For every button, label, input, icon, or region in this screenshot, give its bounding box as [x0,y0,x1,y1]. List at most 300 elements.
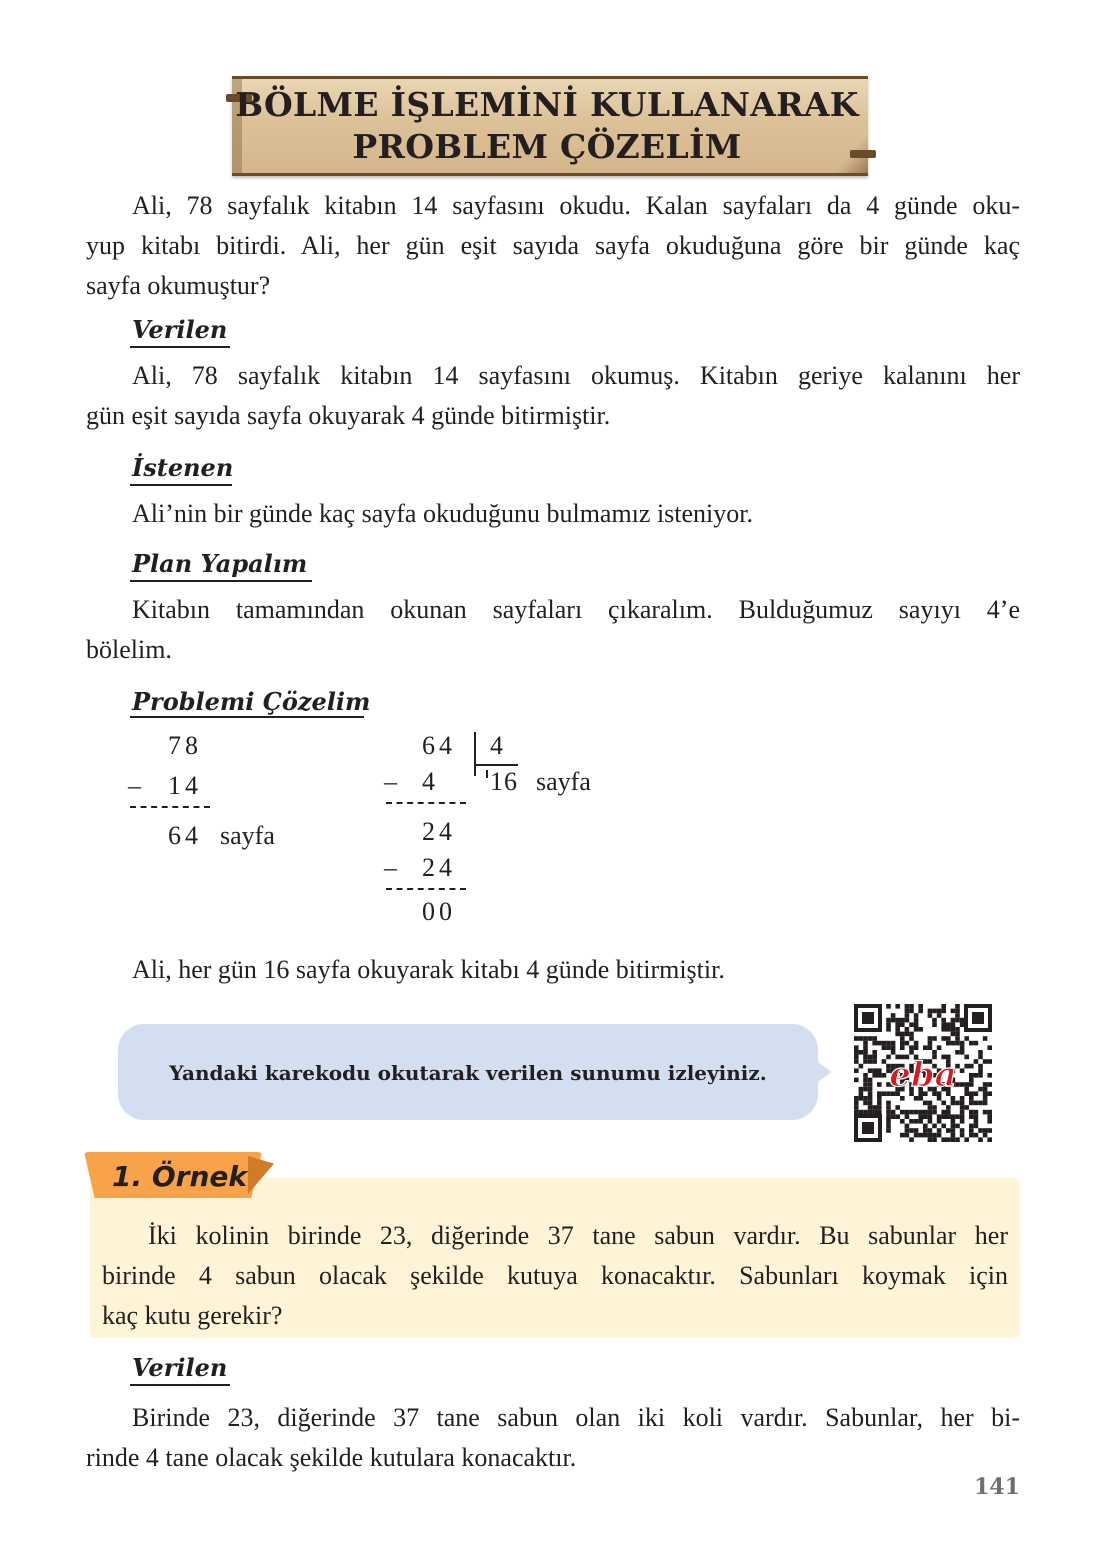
qr-module [955,1004,960,1009]
qr-module [854,1050,859,1055]
qr-module [863,1045,868,1050]
qr-module [983,1110,988,1115]
qr-module [964,1055,969,1060]
qr-module [960,1133,965,1138]
qr-module [854,1059,859,1064]
qr-module [868,1101,873,1106]
qr-module [863,1050,868,1055]
qr-module [955,1137,960,1142]
qr-module [983,1087,988,1092]
plan-paragraph [86,590,1020,670]
division-quotient: 16 [490,767,518,796]
qr-module [969,1096,974,1101]
qr-module [854,1078,859,1083]
qr-module [868,1087,873,1092]
division-dividend: 64 [422,731,456,760]
qr-module [905,1009,910,1014]
qr-module [891,1110,896,1115]
qr-module [872,1050,877,1055]
qr-module [854,1055,859,1060]
qr-module [941,1027,946,1032]
qr-module [987,1119,992,1124]
qr-module [969,1114,974,1119]
qr-module [978,1137,983,1142]
qr-module [914,1110,919,1115]
qr-module [863,1101,868,1106]
qr-info-text: Yandaki karekodu okutarak verilen sunumu izleyiniz. [169,1061,767,1085]
qr-module [932,1009,937,1014]
qr-module [909,1036,914,1041]
qr-module [877,1101,882,1106]
qr-module [960,1119,965,1124]
qr-module [891,1114,896,1119]
qr-module [941,1018,946,1023]
qr-module [909,1032,914,1037]
qr-module [863,1059,868,1064]
qr-module [960,1128,965,1133]
qr-module [877,1068,882,1073]
qr-module [983,1059,988,1064]
qr-module [974,1119,979,1124]
qr-module [909,1050,914,1055]
qr-module [978,1101,983,1106]
qr-module [987,1059,992,1064]
qr-module [895,1105,900,1110]
qr-module [928,1101,933,1106]
qr-module [914,1045,919,1050]
qr-module [895,1004,900,1009]
qr-module [882,1041,887,1046]
qr-module [905,1124,910,1129]
qr-module [886,1124,891,1129]
qr-module [960,1082,965,1087]
qr-module [882,1073,887,1078]
subtraction-minus-sign: – [128,771,145,800]
qr-module [960,1045,965,1050]
qr-module [905,1004,910,1009]
qr-module [854,1101,859,1106]
qr-module [923,1133,928,1138]
qr-module [914,1027,919,1032]
qr-module [960,1050,965,1055]
qr-module [872,1059,877,1064]
qr-module [955,1050,960,1055]
qr-module [987,1073,992,1078]
example-label: 1. Örnek [112,1160,248,1193]
qr-module [909,1128,914,1133]
qr-module [895,1027,900,1032]
qr-module [937,1045,942,1050]
qr-module [955,1114,960,1119]
solve-underline [130,716,364,718]
qr-module [964,1087,969,1092]
qr-module [886,1041,891,1046]
qr-module [882,1091,887,1096]
qr-module [914,1022,919,1027]
qr-module [974,1041,979,1046]
qr-module [863,1082,868,1087]
qr-module [969,1133,974,1138]
qr-module [928,1128,933,1133]
conclusion-line: Ali, her gün 16 sayfa okuyarak kitabı 4 günde bitirmiştir. [132,955,725,984]
qr-module [868,1105,873,1110]
qr-module [964,1091,969,1096]
qr-module [900,1041,905,1046]
qr-module [928,1013,933,1018]
qr-module [937,1114,942,1119]
qr-module [863,1041,868,1046]
verilen-underline [130,346,230,348]
qr-module [932,1110,937,1115]
qr-module [983,1091,988,1096]
qr-module [886,1105,891,1110]
qr-module [932,1050,937,1055]
qr-module [951,1119,956,1124]
qr-module [955,1013,960,1018]
subtraction-line [130,806,210,808]
qr-module [868,1110,873,1115]
qr-module [882,1059,887,1064]
qr-module [946,1137,951,1142]
qr-module [951,1018,956,1023]
qr-module [914,1041,919,1046]
qr-module [923,1110,928,1115]
subtraction-subtrahend: 14 [168,771,202,800]
qr-module [955,1009,960,1014]
example-line-2: birinde 4 sabun olacak şekilde kutuya konacaktır. Sabunları koymak için [102,1261,1008,1290]
qr-module [983,1082,988,1087]
qr-module [914,1119,919,1124]
qr-module [918,1114,923,1119]
qr-module [905,1114,910,1119]
problem-line-1: Ali, 78 sayfalık kitabın 14 sayfasını okudu. Kalan sayfaları da 4 günde oku- [132,191,1020,220]
qr-module [918,1110,923,1115]
qr-module [946,1041,951,1046]
qr-module [863,1055,868,1060]
qr-module [886,1128,891,1133]
plan-heading: Plan Yapalım [132,549,308,578]
division-bracket-tick [486,770,488,778]
qr-module [863,1073,868,1078]
qr-module [854,1045,859,1050]
qr-module [941,1009,946,1014]
qr-module [955,1036,960,1041]
qr-module [978,1064,983,1069]
division-unit: sayfa [536,767,591,796]
qr-module [932,1105,937,1110]
division-minus-sign-1: – [384,767,401,796]
qr-module [900,1022,905,1027]
verilen-paragraph [86,356,1020,436]
qr-module [960,1101,965,1106]
title-line-1: BÖLME İŞLEMİNİ KULLANARAK [235,85,859,124]
qr-module [969,1124,974,1129]
plan-line-1: Kitabın tamamından okunan sayfaları çıkaralım. Bulduğumuz sayıyı 4’e [132,595,1020,624]
division-minus-sign-2: – [384,853,401,882]
qr-module [941,1114,946,1119]
qr-module [900,1119,905,1124]
qr-module [905,1128,910,1133]
qr-module [960,1068,965,1073]
qr-module [941,1036,946,1041]
qr-module [937,1013,942,1018]
qr-module [983,1133,988,1138]
qr-module [895,1018,900,1023]
plan-underline [130,580,312,582]
qr-module [928,1009,933,1014]
division-remainder-1: 24 [422,817,456,846]
qr-module [955,1124,960,1129]
qr-module [969,1110,974,1115]
qr-module [918,1133,923,1138]
qr-module [937,1128,942,1133]
qr-module [863,1087,868,1092]
qr-module [951,1027,956,1032]
problem-line-3: sayfa okumuştur? [86,271,271,300]
qr-module [886,1004,891,1009]
qr-module [928,1041,933,1046]
qr-module [946,1114,951,1119]
qr-module [932,1036,937,1041]
qr-module [863,1036,868,1041]
qr-module [868,1078,873,1083]
qr-module [918,1096,923,1101]
qr-module [974,1114,979,1119]
division-line-1 [386,802,466,804]
qr-module [937,1009,942,1014]
qr-module [932,1133,937,1138]
verilen2-heading: Verilen [132,1353,228,1382]
qr-module [863,1096,868,1101]
qr-module [941,1124,946,1129]
qr-module [974,1073,979,1078]
qr-module [900,1018,905,1023]
qr-module [960,1018,965,1023]
qr-module [974,1059,979,1064]
verilen-line-1: Ali, 78 sayfalık kitabın 14 sayfasını okumuş. Kitabın geriye kalanını her [132,361,1020,390]
qr-module [859,1110,864,1115]
istenen-line-1: Ali’nin bir günde kaç sayfa okuduğunu bulmamız isteniyor. [132,499,753,528]
qr-module [969,1128,974,1133]
division-bracket-vertical [474,732,476,776]
qr-module [868,1082,873,1087]
istenen-underline [130,484,232,486]
qr-module [918,1119,923,1124]
qr-module [909,1022,914,1027]
qr-module [964,1105,969,1110]
qr-module [877,1110,882,1115]
qr-module [905,1018,910,1023]
qr-module [877,1096,882,1101]
qr-module [854,1110,859,1115]
qr-module [868,1068,873,1073]
qr-module [941,1137,946,1142]
qr-module [914,1013,919,1018]
qr-module [923,1114,928,1119]
istenen-heading: İstenen [132,453,234,482]
qr-module [974,1091,979,1096]
verilen-line-2: gün eşit sayıda sayfa okuyarak 4 günde bitirmiştir. [86,401,611,430]
qr-module [951,1114,956,1119]
qr-module [872,1041,877,1046]
qr-module [909,1137,914,1142]
qr-module [937,1119,942,1124]
qr-module [868,1096,873,1101]
qr-module [905,1027,910,1032]
qr-module [895,1032,900,1037]
qr-module [877,1073,882,1078]
qr-module [960,1114,965,1119]
example-line-3: kaç kutu gerekir? [102,1301,283,1330]
qr-module [969,1073,974,1078]
qr-module [964,1036,969,1041]
qr-module [978,1087,983,1092]
qr-module [900,1096,905,1101]
qr-module [960,1110,965,1115]
eba-logo: eba [889,1055,957,1095]
qr-module [928,1045,933,1050]
qr-module [905,1110,910,1115]
qr-module [932,1018,937,1023]
qr-module [909,1004,914,1009]
qr-module [960,1096,965,1101]
qr-module [854,1036,859,1041]
title-line-2: PROBLEM ÇÖZELİM [352,127,742,166]
qr-module [886,1101,891,1106]
qr-module [886,1119,891,1124]
qr-module [946,1027,951,1032]
qr-module [886,1110,891,1115]
qr-module [886,1022,891,1027]
qr-module [868,1059,873,1064]
qr-module [932,1022,937,1027]
qr-module [914,1018,919,1023]
qr-module [955,1041,960,1046]
qr-module [900,1045,905,1050]
verilen2-line-2: rinde 4 tane olacak şekilde kutulara konacaktır. [86,1443,577,1472]
qr-module [932,1137,937,1142]
qr-module [872,1036,877,1041]
qr-module [859,1096,864,1101]
qr-module [891,1045,896,1050]
qr-module [914,1096,919,1101]
example-paragraph [102,1216,1008,1336]
qr-module [877,1082,882,1087]
qr-module [937,1096,942,1101]
qr-module [951,1101,956,1106]
qr-module [983,1128,988,1133]
qr-module [969,1041,974,1046]
division-step-2: 24 [422,853,456,882]
qr-module [928,1114,933,1119]
qr-module [960,1041,965,1046]
qr-module [987,1082,992,1087]
qr-module [987,1128,992,1133]
qr-module [886,1045,891,1050]
qr-module [978,1055,983,1060]
plan-line-2: bölelim. [86,635,172,664]
qr-module [914,1133,919,1138]
qr-module [928,1119,933,1124]
qr-module [918,1027,923,1032]
qr-module [978,1050,983,1055]
subtraction-result: 64 [168,821,202,850]
qr-module [868,1055,873,1060]
qr-module [951,1022,956,1027]
qr-module [877,1091,882,1096]
qr-module [955,1101,960,1106]
qr-module [863,1078,868,1083]
qr-module [951,1032,956,1037]
qr-module [928,1036,933,1041]
qr-module [951,1124,956,1129]
qr-module [969,1091,974,1096]
qr-module [918,1004,923,1009]
verilen-heading: Verilen [132,315,228,344]
qr-module [891,1041,896,1046]
qr-module [872,1110,877,1115]
qr-module [900,1133,905,1138]
qr-module [946,1036,951,1041]
qr-module [928,1133,933,1138]
qr-module [941,1004,946,1009]
qr-module [978,1073,983,1078]
qr-module [987,1110,992,1115]
qr-module [951,1133,956,1138]
qr-module [964,1064,969,1069]
qr-module [951,1009,956,1014]
qr-module [905,1041,910,1046]
qr-module [900,1110,905,1115]
qr-module [918,1009,923,1014]
qr-module [863,1110,868,1115]
qr-module [923,1124,928,1129]
problem-line-2: yup kitabı bitirdi. Ali, her gün eşit sayıda sayfa okuduğuna göre bir günde kaç [86,231,1020,260]
qr-module [946,1105,951,1110]
problem-paragraph [86,186,1020,306]
qr-module [937,1133,942,1138]
qr-module [928,1105,933,1110]
qr-module [914,1128,919,1133]
qr-module [854,1096,859,1101]
qr-code[interactable] [852,1002,994,1144]
qr-module [983,1101,988,1106]
qr-module [854,1068,859,1073]
qr-module [909,1045,914,1050]
qr-module [941,1022,946,1027]
qr-module [946,1022,951,1027]
qr-module [905,1133,910,1138]
qr-module [900,1032,905,1037]
division-line-2 [386,888,466,890]
conclusion-paragraph [86,950,1020,990]
qr-module [960,1022,965,1027]
qr-module [859,1036,864,1041]
qr-code-icon [852,1002,994,1144]
qr-module [932,1124,937,1129]
qr-module [859,1064,864,1069]
qr-module [969,1101,974,1106]
qr-module [900,1036,905,1041]
qr-module [854,1105,859,1110]
subtraction-unit: sayfa [220,821,275,850]
qr-module [909,1009,914,1014]
qr-module [951,1041,956,1046]
division-divisor: 4 [490,731,507,760]
qr-module [859,1091,864,1096]
qr-module [960,1105,965,1110]
qr-module [872,1073,877,1078]
